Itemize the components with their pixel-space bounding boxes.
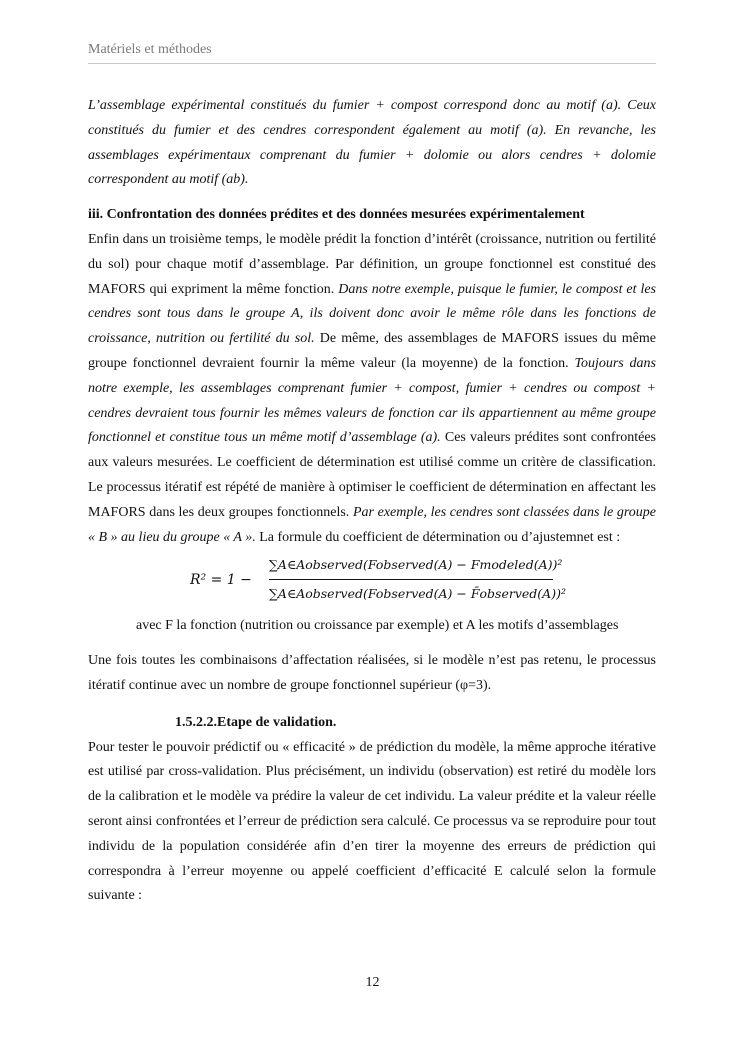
text-run: Enfin dans un troisième temps, le modèle prédit la fonction d’intérêt (croissance, nutrition ou fertilité du sol) pour chaque motif d’assemblage. Par définition, un groupe fonctionnel est constitué des MAFORS qui expriment la même fonction. [88, 231, 656, 297]
formula-legend: avec F la fonction (nutrition ou croissance par exemple) et A les motifs d’assemblages [136, 618, 619, 634]
text-run: La formule du coefficient de détermination ou d’ajustemnet est : [259, 529, 621, 545]
paragraph-assemblage [88, 94, 656, 193]
paragraph-iteration: Une fois toutes les combinaisons d’affectation réalisées, si le modèle n’est pas retenu, le processus itératif continue avec un nombre de groupe fonctionnel supérieur (φ=3). [88, 653, 656, 693]
text-run-italic: Dans notre exemple, puisque le fumier, le compost et les cendres sont tous dans le groupe A, ils doivent donc avoir le même rôle dans les fonctions de croissance, nutrition ou fertilité du sol. [88, 281, 657, 347]
formula-denominator: ∑A∈Aobserved(Fobserved(A) − F̄observed(A))² [269, 586, 566, 602]
paragraph-assemblage-text: L’assemblage expérimental constitués du fumier + compost correspond donc au motif (a). Ceux constitués du fumier et des cendres correspondent également au motif (a). En revanche, les assemblages expérimentaux comprenant du fumier + dolomie ou alors cendres + dolomie correspondent au motif (ab). [88, 98, 656, 188]
fraction-bar [269, 579, 553, 580]
paragraph-validation: Pour tester le pouvoir prédictif ou « efficacité » de prédiction du modèle, la même approche itérative est utilisé par cross-validation. Plus précisément, un individu (observation) est retiré du modèle lors de la calibration et le modèle va prédire la valeur de cet individu. La valeur prédite et la valeur réelle seront ainsi confrontées et l’erreur de prédiction sera calculé. Ce processus va se reproduire pour tout individu de la population considérée afin d’en tirer la moyenne des erreurs de prédiction qui correspondra à l’erreur moyenne ou appelé coefficient d’efficacité E calculé selon la formule suivante : [88, 739, 656, 904]
section-heading-validation: 1.5.2.2.Etape de validation. [175, 714, 337, 730]
formula-fraction [269, 552, 566, 607]
text-run: De même, des assemblages de MAFORS issues du même groupe fonctionnel devraient fournir la même valeur (la moyenne) de la fonction. [88, 331, 657, 371]
running-header: Matériels et méthodes [88, 42, 212, 57]
formula-lhs: R² = 1 − [190, 572, 252, 589]
formula-numerator: ∑A∈Aobserved(Fobserved(A) − Fmodeled(A))² [269, 557, 563, 573]
section-heading-confrontation: iii. Confrontation des données prédites et des données mesurées expérimentalement [88, 207, 585, 223]
paragraph-confrontation [88, 228, 656, 550]
text-run-italic: Toujours dans notre exemple, les assemblages comprenant fumier + compost, fumier + cendres ou compost + cendres devraient tous fournir les mêmes valeurs de fonction car ils appartiennent au même groupe fonctionnel et constitue tous un même motif d’assemblage (a). [88, 355, 656, 446]
text-run: Ces valeurs prédites sont confrontées aux valeurs mesurées. Le coefficient de détermination est utilisé comme un critère de classification. Le processus itératif est répété de manière à optimiser le coefficient de détermination en affectant les MAFORS dans les deux groupes fonctionnels. [88, 430, 656, 520]
text-run-italic: Par exemple, les cendres sont classées dans le groupe « B » au lieu du groupe « A ». [88, 504, 656, 545]
r-squared-formula [88, 552, 656, 610]
page-body [88, 94, 656, 909]
page-number: 12 [365, 975, 380, 990]
header-divider [88, 63, 656, 64]
